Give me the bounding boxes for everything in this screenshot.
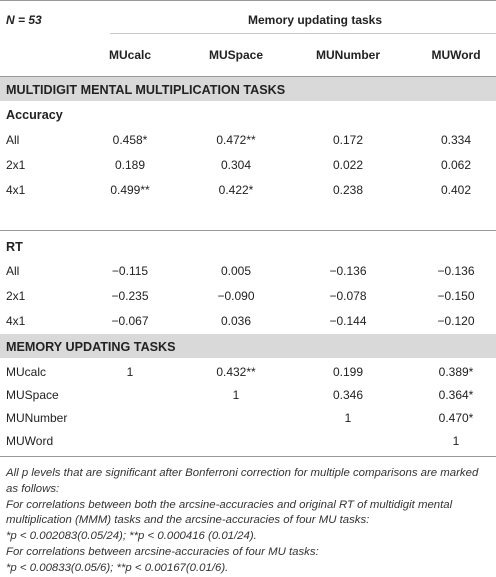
rt-row-cell: 0.036 <box>220 314 252 328</box>
accuracy-row-cell: 0.472** <box>216 133 256 147</box>
rt-row-cell: −0.115 <box>111 264 149 278</box>
accuracy-row-cell: 0.402 <box>440 183 472 197</box>
column-header-muspace: MUSpace <box>208 48 264 62</box>
accuracy-row-cell: 0.172 <box>332 133 364 147</box>
mu-row-cell: 0.470* <box>438 411 474 425</box>
footnote-1: All p levels that are significant after Bonferroni correction for multiple comparisons are marked as follows: <box>6 467 479 495</box>
accuracy-row-cell: 0.334 <box>440 133 472 147</box>
rt-row-cell: −0.144 <box>329 314 367 328</box>
section-mmm-title: MULTIDIGIT MENTAL MULTIPLICATION TASKS <box>6 83 286 97</box>
column-header-munumber: MUNumber <box>315 48 381 62</box>
mu-row-cell: 0.346 <box>332 388 364 402</box>
mu-row-cell: 0.432** <box>216 365 256 379</box>
mu-row-cell: 1 <box>344 411 352 425</box>
rt-row-label: All <box>6 264 20 278</box>
footnotes <box>6 466 492 577</box>
accuracy-row-label: All <box>6 133 20 147</box>
rt-row-label: 4x1 <box>6 314 26 328</box>
accuracy-row-cell: 0.189 <box>114 158 146 172</box>
column-header-muword: MUWord <box>431 48 481 62</box>
rt-row-cell: 0.005 <box>220 264 252 278</box>
group-title: Memory updating tasks <box>247 13 383 27</box>
top-rule <box>0 0 496 1</box>
accuracy-row-label: 4x1 <box>6 183 26 197</box>
rt-title: RT <box>6 240 23 254</box>
mu-row-label: MUSpace <box>6 388 59 402</box>
accuracy-row-label: 2x1 <box>6 158 26 172</box>
rt-row-cell: −0.067 <box>111 314 149 328</box>
rt-row-cell: −0.120 <box>437 314 475 328</box>
mu-row-cell: 1 <box>126 365 134 379</box>
n-label: N = 53 <box>6 13 42 27</box>
footnote-3: *p < 0.002083(0.05/24); **p < 0.000416 (0.01/24). <box>6 530 257 543</box>
mu-row-cell: 0.389* <box>438 365 474 379</box>
rt-row-cell: −0.136 <box>329 264 367 278</box>
accuracy-row-cell: 0.499** <box>110 183 150 197</box>
accuracy-title: Accuracy <box>6 108 63 122</box>
accuracy-row-cell: 0.062 <box>440 158 472 172</box>
rt-row-cell: −0.078 <box>329 289 367 303</box>
mu-row-label: MUcalc <box>6 365 47 379</box>
footnote-4: For correlations between arcsine-accuracies of four MU tasks: <box>6 545 319 558</box>
accuracy-row-cell: 0.304 <box>220 158 252 172</box>
footnote-5: *p < 0.00833(0.05/6); **p < 0.00167(0.01/6). <box>6 561 229 574</box>
rt-divider <box>0 230 496 231</box>
mu-row-label: MUNumber <box>6 411 68 425</box>
accuracy-row-cell: 0.238 <box>332 183 364 197</box>
accuracy-row-cell: 0.422* <box>218 183 254 197</box>
column-header-mucalc: MUcalc <box>108 48 152 62</box>
mu-row-cell: 0.364* <box>438 388 474 402</box>
mu-row-cell: 1 <box>232 388 240 402</box>
group-underline <box>110 33 496 34</box>
rt-row-cell: −0.150 <box>437 289 475 303</box>
mu-row-label: MUWord <box>6 434 54 448</box>
mu-row-cell: 1 <box>452 434 460 448</box>
rt-row-cell: −0.235 <box>111 289 149 303</box>
rt-row-label: 2x1 <box>6 289 26 303</box>
rt-row-cell: −0.136 <box>437 264 475 278</box>
accuracy-row-cell: 0.022 <box>332 158 364 172</box>
bottom-rule <box>0 456 496 457</box>
rt-row-cell: −0.090 <box>217 289 255 303</box>
accuracy-row-cell: 0.458* <box>112 133 148 147</box>
section-mu-title: MEMORY UPDATING TASKS <box>6 340 176 354</box>
footnote-2: For correlations between both the arcsine-accuracies and original RT of multidigit mental multiplication (MMM) tasks and the arcsine-accuracies of four MU tasks: <box>6 498 453 527</box>
mu-row-cell: 0.199 <box>332 365 364 379</box>
